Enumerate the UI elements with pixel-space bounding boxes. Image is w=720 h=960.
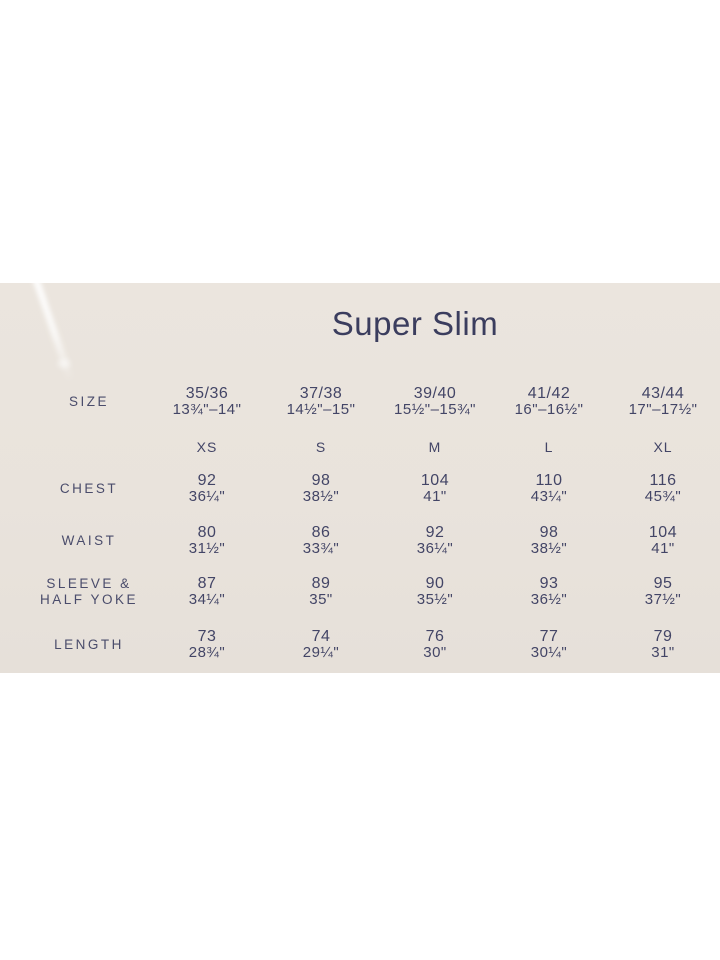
measurement-cell — [492, 575, 606, 608]
waist-row — [0, 524, 720, 557]
cm-value: 79 — [653, 628, 673, 645]
length-row — [0, 628, 720, 661]
length-row-label — [0, 637, 150, 653]
size-column-header — [264, 385, 378, 418]
collar-range: 14½"–15" — [286, 401, 356, 418]
chest-row-label — [0, 481, 150, 497]
size-column-header — [378, 385, 492, 418]
inch-value: 43¼" — [530, 488, 568, 505]
measurement-cell — [492, 628, 606, 661]
size-value: 37/38 — [299, 385, 343, 402]
measurement-cell — [606, 575, 720, 608]
chest-row-label-text: CHEST — [59, 480, 119, 496]
measurement-cell — [378, 524, 492, 557]
measurement-cell — [150, 628, 264, 661]
inch-value: 36¼" — [188, 488, 226, 505]
measurement-cell — [264, 575, 378, 608]
cm-value: 98 — [311, 472, 331, 489]
sleeve-half-yoke-row-label — [0, 576, 150, 608]
cm-value: 90 — [425, 575, 445, 592]
inch-value: 30¼" — [530, 644, 568, 661]
inch-value: 36½" — [530, 591, 568, 608]
inch-value: 45¾" — [644, 488, 682, 505]
size-letter: M — [428, 439, 442, 455]
measurement-cell — [150, 472, 264, 505]
cm-value: 87 — [197, 575, 217, 592]
cm-value: 92 — [197, 472, 217, 489]
size-letter-row — [0, 439, 720, 455]
cm-value: 116 — [649, 472, 677, 489]
measurement-cell — [606, 472, 720, 505]
size-header-row — [0, 385, 720, 418]
cm-value: 89 — [311, 575, 331, 592]
cm-value: 80 — [197, 524, 217, 541]
sleeve-half-yoke-row — [0, 575, 720, 608]
measurement-cell — [492, 524, 606, 557]
size-value: 35/36 — [185, 385, 229, 402]
measurement-cell — [150, 524, 264, 557]
inch-value: 35" — [309, 591, 333, 608]
inch-value: 31½" — [188, 540, 226, 557]
cm-value: 77 — [539, 628, 559, 645]
cm-value: 93 — [539, 575, 559, 592]
measurement-cell — [378, 472, 492, 505]
inch-value: 37½" — [644, 591, 682, 608]
inch-value: 35½" — [416, 591, 454, 608]
reflection-streak-dot — [58, 359, 70, 368]
size-chart-card — [0, 283, 720, 673]
size-column-header — [492, 385, 606, 418]
measurement-cell — [264, 472, 378, 505]
measurement-cell — [492, 472, 606, 505]
size-column-header — [606, 385, 720, 418]
inch-value: 38½" — [530, 540, 568, 557]
collar-range: 15½"–15¾" — [394, 401, 476, 418]
inch-value: 36¼" — [416, 540, 454, 557]
size-letter: XS — [196, 439, 218, 455]
measurement-cell — [606, 524, 720, 557]
sleeve-half-yoke-row-label-text: SLEEVE & HALF YOKE — [39, 575, 139, 607]
cm-value: 104 — [648, 524, 678, 541]
waist-row-label-text: WAIST — [61, 532, 117, 548]
size-value: 39/40 — [413, 385, 457, 402]
size-value: 43/44 — [641, 385, 685, 402]
inch-value: 28¾" — [188, 644, 226, 661]
measurement-cell — [606, 628, 720, 661]
inch-value: 29¼" — [302, 644, 340, 661]
inch-value: 38½" — [302, 488, 340, 505]
measurement-cell — [150, 575, 264, 608]
inch-value: 41" — [423, 488, 447, 505]
cm-value: 95 — [653, 575, 673, 592]
collar-range: 13¾"–14" — [172, 401, 242, 418]
collar-range: 16"–16½" — [514, 401, 584, 418]
length-row-label-text: LENGTH — [54, 636, 124, 652]
cm-value: 110 — [535, 472, 563, 489]
inch-value: 34¼" — [188, 591, 226, 608]
cm-value: 98 — [539, 524, 559, 541]
measurement-cell — [264, 628, 378, 661]
inch-value: 31" — [651, 644, 675, 661]
chest-row — [0, 472, 720, 505]
reflection-streak — [31, 283, 74, 382]
size-letter: S — [315, 439, 327, 455]
size-row-label — [0, 394, 150, 410]
inch-value: 41" — [651, 540, 675, 557]
size-row-label-text: SIZE — [68, 393, 109, 409]
measurement-cell — [378, 575, 492, 608]
size-letter: L — [544, 439, 554, 455]
size-column-header — [150, 385, 264, 418]
cm-value: 76 — [425, 628, 445, 645]
cm-value: 73 — [197, 628, 217, 645]
chart-title: Super Slim — [331, 305, 499, 342]
size-value: 41/42 — [527, 385, 571, 402]
collar-range: 17"–17½" — [628, 401, 698, 418]
size-letter: XL — [653, 439, 673, 455]
cm-value: 92 — [425, 524, 445, 541]
cm-value: 104 — [420, 472, 450, 489]
cm-value: 74 — [311, 628, 331, 645]
measurement-cell — [378, 628, 492, 661]
inch-value: 33¾" — [302, 540, 340, 557]
measurement-cell — [264, 524, 378, 557]
cm-value: 86 — [311, 524, 331, 541]
inch-value: 30" — [423, 644, 447, 661]
waist-row-label — [0, 533, 150, 549]
